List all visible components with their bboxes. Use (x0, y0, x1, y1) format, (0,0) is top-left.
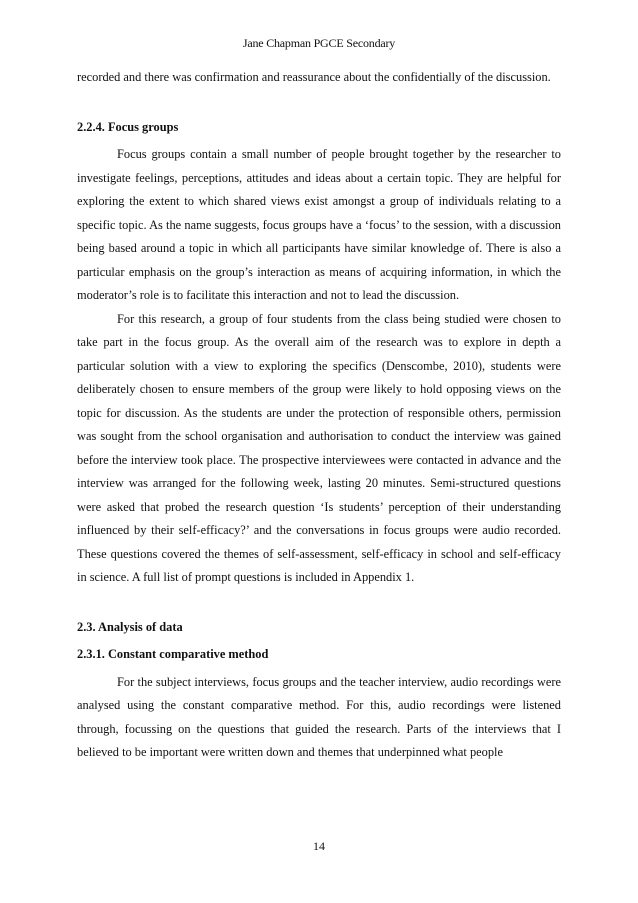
section-heading-focus-groups: 2.2.4. Focus groups (77, 119, 179, 134)
page-body (77, 66, 561, 765)
paragraph-constant-comparative: For the subject interviews, focus groups and the teacher interview, audio recordings were analysed using the constant comparative method. For this, audio recordings were listened through, focussing on the questions that guided the research. Parts of the interviews that I believed to be important were written down and themes that underpinned what people (77, 674, 561, 759)
spacer (77, 90, 561, 116)
section-heading-analysis-of-data: 2.3. Analysis of data (77, 619, 183, 634)
page-number: 14 (313, 839, 325, 853)
spacer (77, 590, 561, 616)
paragraph-focus-groups-definition: Focus groups contain a small number of people brought together by the researcher to investigate feelings, perceptions, attitudes and ideas about a certain topic. They are helpful for exploring the extent to which shared views exist amongst a group of individuals relating to a specific topic. As the name suggests, focus groups have a ‘focus’ to the session, with a discussion being based around a topic in which all participants have similar knowledge of. There is also a particular emphasis on the group’s interaction as means of acquiring information, in which the moderator’s role is to facilitate this interaction and not to lead the discussion. (77, 147, 561, 302)
section-heading-constant-comparative: 2.3.1. Constant comparative method (77, 647, 269, 661)
paragraph-continuation: recorded and there was confirmation and reassurance about the confidentially of the discussion. (77, 70, 551, 84)
paragraph-focus-groups-method: For this research, a group of four students from the class being studied were chosen to take part in the focus group. As the overall aim of the research was to explore in depth a particular solution with a view to exploring the specifics (Denscombe, 2010), students were deliberately chosen to ensure members of the group were likely to hold opposing views on the topic for discussion. As the students are under the protection of responsible others, permission was sought from the school organisation and authorisation to conduct the interview was gained before the interview took place. The prospective interviewees were contacted in advance and the interview was arranged for the following week, lasting 20 minutes. Semi-structured questions were asked that probed the research question ‘Is students’ perception of their understanding influenced by their self-efficacy?’ and the conversations in focus groups were audio recorded. These questions covered the themes of self-assessment, self-efficacy in school and self-efficacy in science. A full list of prompt questions is included in Appendix 1. (77, 311, 561, 584)
running-header: Jane Chapman PGCE Secondary (242, 36, 396, 50)
